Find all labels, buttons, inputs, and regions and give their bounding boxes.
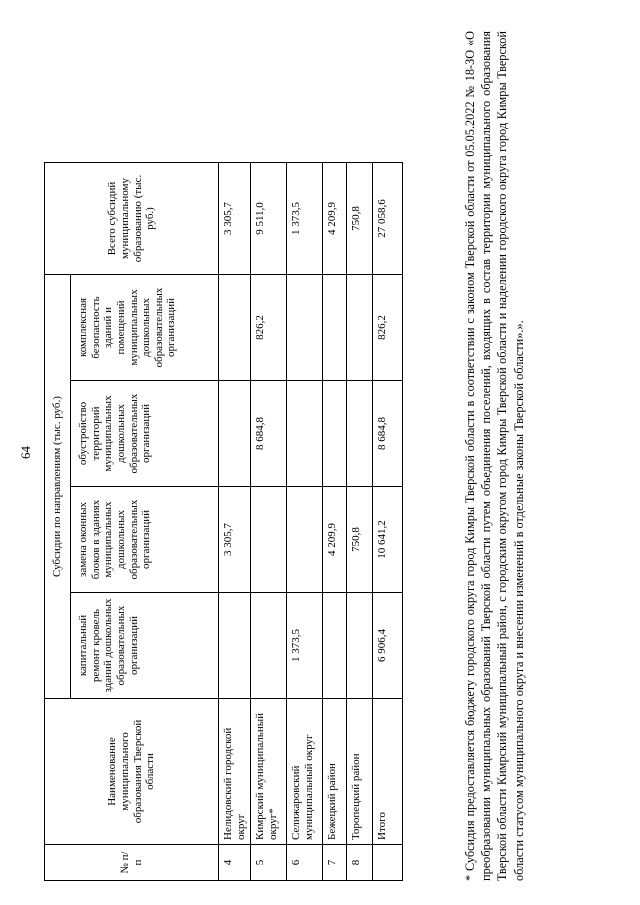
row-c1: 1 373,5	[287, 593, 323, 699]
table-row	[287, 163, 323, 881]
total-num	[373, 845, 403, 881]
header-roof-repair: капитальный ремонт кровель зданий дошкольных образовательных организаций	[71, 593, 219, 699]
total-sum: 27 058,6	[373, 163, 403, 275]
row-c1	[347, 593, 373, 699]
row-c4	[323, 275, 347, 381]
header-num: № п/п	[45, 845, 219, 881]
row-total: 9 511,0	[251, 163, 287, 275]
row-total: 750,8	[347, 163, 373, 275]
row-name: Селижаровский муниципальный округ	[287, 699, 323, 845]
row-total: 4 209,9	[323, 163, 347, 275]
table-row	[219, 163, 251, 881]
row-c1	[219, 593, 251, 699]
row-c2	[251, 487, 287, 593]
row-name: Кимрский муниципальный округ*	[251, 699, 287, 845]
row-name: Торопецкий район	[347, 699, 373, 845]
header-territory-improvement: обустройство территорий муниципальных дошкольных образовательных организаций	[71, 381, 219, 487]
row-c2: 4 209,9	[323, 487, 347, 593]
row-c3	[347, 381, 373, 487]
total-label: Итого	[373, 699, 403, 845]
row-c2: 750,8	[347, 487, 373, 593]
row-c2: 3 305,7	[219, 487, 251, 593]
row-num: 4	[219, 845, 251, 881]
total-c4: 826,2	[373, 275, 403, 381]
row-c1	[323, 593, 347, 699]
row-c3	[287, 381, 323, 487]
header-window-replacement: замена оконных блоков в зданиях муниципальных дошкольных образовательных организаций	[71, 487, 219, 593]
header-complex-safety: комплексная безопасность зданий и помещений муниципальных дошкольных образовательных организаций	[71, 275, 219, 381]
total-row	[373, 163, 403, 881]
row-num: 6	[287, 845, 323, 881]
total-c2: 10 641,2	[373, 487, 403, 593]
row-c3: 8 684,8	[251, 381, 287, 487]
row-c3	[323, 381, 347, 487]
row-c3	[219, 381, 251, 487]
row-num: 7	[323, 845, 347, 881]
row-c4	[347, 275, 373, 381]
row-total: 3 305,7	[219, 163, 251, 275]
header-total: Всего субсидий муниципальному образованию (тыс. руб.)	[45, 163, 219, 275]
table-row	[323, 163, 347, 881]
header-subsidies-group: Субсидии по направлениям (тыс. руб.)	[45, 275, 71, 699]
subsidy-table	[44, 162, 403, 881]
footnote: * Субсидия предоставляется бюджету городского округа город Кимры Тверской области в соответствии с законом Тверской области от 05.05.2022 № 18-ЗО «О преобразовании муниципальных образований Тверской области путем объединения поселений, входящих в состав территории муниципального образования Тверской области Кимрский муниципальный район, с городским округом город Кимры Тверской области и наделении городского округа город Кимры Тверской области статусом муниципального округа и внесении изменений в отдельные законы Тверской области».».	[463, 31, 526, 881]
row-c1	[251, 593, 287, 699]
table-row	[347, 163, 373, 881]
row-c4: 826,2	[251, 275, 287, 381]
row-num: 5	[251, 845, 287, 881]
header-name: Наименование муниципального образования Тверской области	[45, 699, 219, 845]
total-c3: 8 684,8	[373, 381, 403, 487]
row-c2	[287, 487, 323, 593]
row-total: 1 373,5	[287, 163, 323, 275]
row-c4	[219, 275, 251, 381]
row-c4	[287, 275, 323, 381]
row-name: Нелидовский городской округ	[219, 699, 251, 845]
row-name: Бежецкий район	[323, 699, 347, 845]
page-number: 64	[18, 446, 33, 459]
total-c1: 6 906,4	[373, 593, 403, 699]
row-num: 8	[347, 845, 373, 881]
table-row	[251, 163, 287, 881]
